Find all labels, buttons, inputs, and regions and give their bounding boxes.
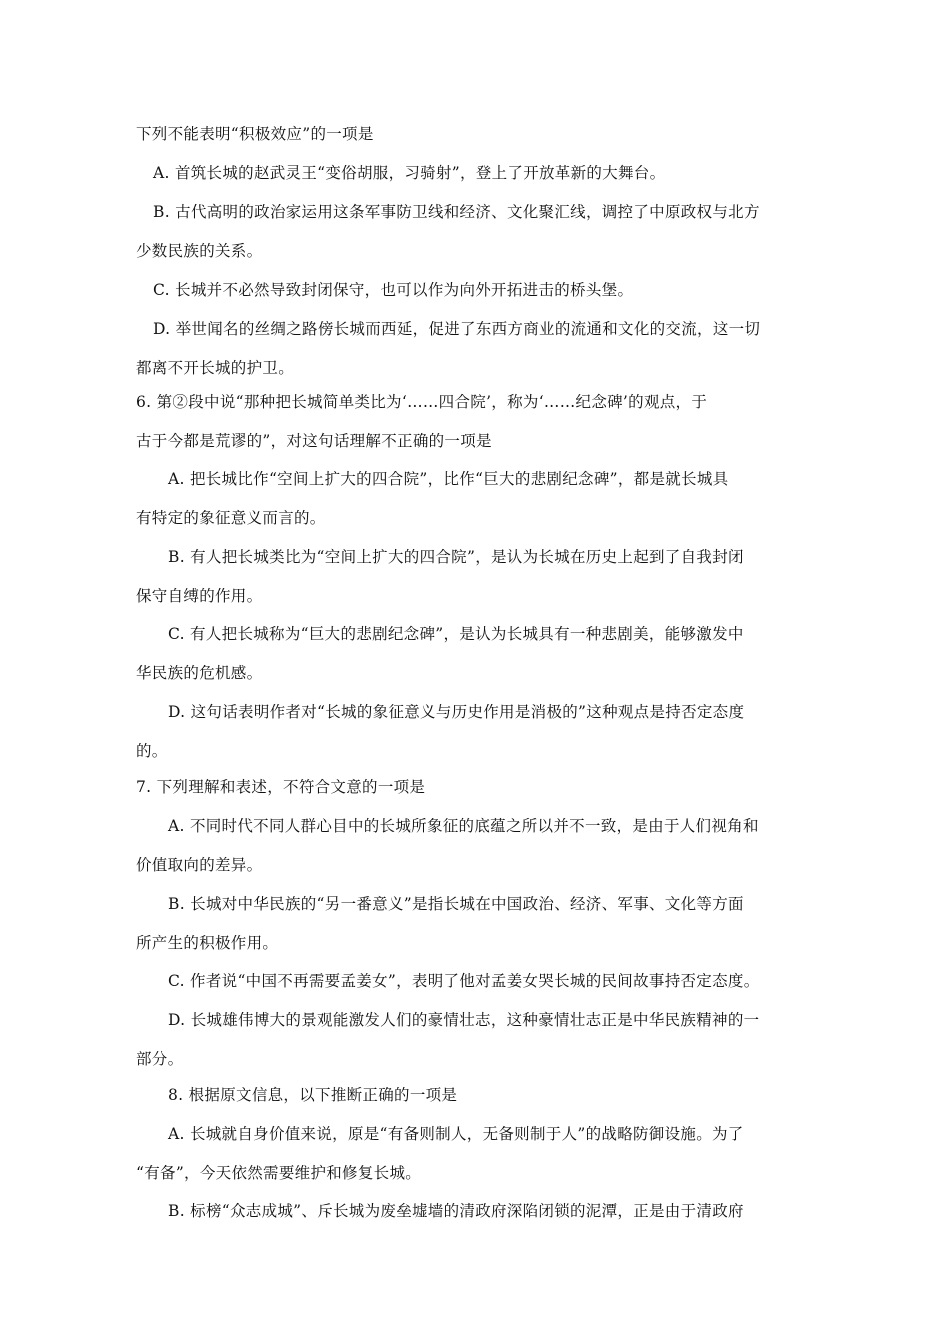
text-line: B. 有人把长城类比为“空间上扩大的四合院”，是认为长城在历史上起到了自我封闭 [168,548,744,566]
text-line: D. 这句话表明作者对“长城的象征意义与历史作用是消极的”这种观点是持否定态度 [168,703,745,721]
text-line: 的。 [136,742,168,760]
text-line: D. 长城雄伟博大的景观能激发人们的豪情壮志，这种豪情壮志正是中华民族精神的一 [168,1011,760,1029]
text-line: 所产生的积极作用。 [136,934,279,952]
text-line: A. 把长城比作“空间上扩大的四合院”，比作“巨大的悲剧纪念碑”，都是就长城具 [168,470,729,488]
text-line: D. 举世闻名的丝绸之路傍长城而西延，促进了东西方商业的流通和文化的交流，这一切 [153,320,761,338]
text-line: 下列不能表明“积极效应”的一项是 [136,125,374,143]
text-line: 价值取向的差异。 [136,856,263,874]
text-line: 7. 下列理解和表述，不符合文意的一项是 [136,778,426,796]
text-line: 6. 第②段中说“那种把长城简单类比为‘……四合院’，称为‘……纪念碑’的观点，于 [136,393,708,411]
text-line: C. 长城并不必然导致封闭保守，也可以作为向外开拓进击的桥头堡。 [153,281,634,299]
text-line: “有备”，今天依然需要维护和修复长城。 [136,1164,422,1182]
text-line: B. 标榜“众志成城”、斥长城为废垒墟墙的清政府深陷闭锁的泥潭，正是由于清政府 [168,1202,744,1220]
text-line: A. 长城就自身价值来说，原是“有备则制人，无备则制于人”的战略防御设施。为了 [168,1125,744,1143]
text-line: 8. 根据原文信息，以下推断正确的一项是 [168,1086,458,1104]
text-line: 有特定的象征意义而言的。 [136,509,326,527]
text-line: A. 首筑长城的赵武灵王“变俗胡服，习骑射”，登上了开放革新的大舞台。 [153,164,666,182]
text-line: C. 有人把长城称为“巨大的悲剧纪念碑”，是认为长城具有一种悲剧美，能够激发中 [168,625,744,643]
text-line: A. 不同时代不同人群心目中的长城所象征的底蕴之所以并不一致，是由于人们视角和 [168,817,759,835]
text-line: 华民族的危机感。 [136,664,263,682]
text-line: 少数民族的关系。 [136,242,263,260]
text-line: 保守自缚的作用。 [136,587,263,605]
text-line: 古于今都是荒谬的”，对这句话理解不正确的一项是 [136,432,492,450]
text-line: B. 长城对中华民族的“另一番意义”是指长城在中国政治、经济、军事、文化等方面 [168,895,744,913]
text-line: C. 作者说“中国不再需要孟姜女”，表明了他对孟姜女哭长城的民间故事持否定态度。 [168,972,760,990]
text-line: B. 古代高明的政治家运用这条军事防卫线和经济、文化聚汇线，调控了中原政权与北方 [153,203,760,221]
text-line: 都离不开长城的护卫。 [136,359,295,377]
text-line: 部分。 [136,1050,184,1068]
